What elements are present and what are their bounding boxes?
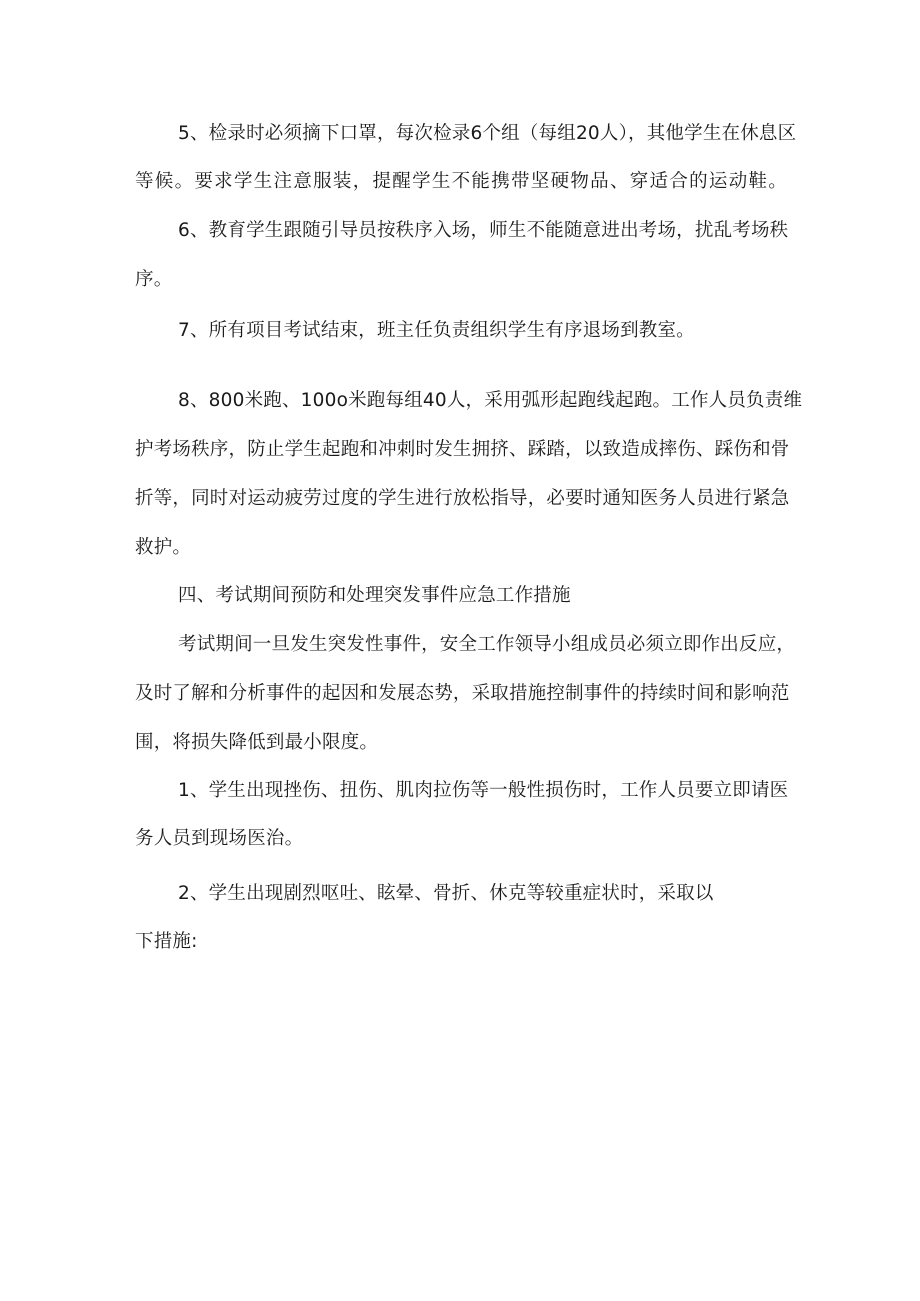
paragraph-5-line-1: 5、检录时必须摘下口罩，每次检录6个组（每组20人），其他学生在休息区	[178, 123, 797, 144]
paragraph-8-line-3: 折等，同时对运动疲劳过度的学生进行放松指导，必要时通知医务人员进行紧急	[135, 488, 790, 509]
emergency-paragraph-line-2: 及时了解和分析事件的起因和发展态势，采取措施控制事件的持续时间和影响范	[135, 683, 790, 704]
item-2-line-1: 2、学生出现剧烈呕吐、眩晕、骨折、休克等较重症状时，采取以	[178, 883, 714, 904]
paragraph-5-line-2: 等候。要求学生注意服装，提醒学生不能携带坚硬物品、穿适合的运动鞋。	[135, 171, 787, 192]
item-1-line-1: 1、学生出现挫伤、扭伤、肌肉拉伤等一般性损伤时，工作人员要立即请医	[178, 780, 789, 801]
section-heading: 四、考试期间预防和处理突发事件应急工作措施	[178, 585, 571, 606]
item-2-line-2: 下措施:	[135, 931, 198, 952]
paragraph-7-line-1: 7、所有项目考试结束，班主任负责组织学生有序退场到教室。	[178, 320, 695, 341]
paragraph-6-line-2: 序。	[135, 269, 173, 290]
paragraph-8-line-2: 护考场秩序，防止学生起跑和冲刺时发生拥挤、踩踏，以致造成摔伤、踩伤和骨	[135, 439, 790, 460]
paragraph-8-line-4: 救护。	[135, 537, 192, 558]
emergency-paragraph-line-1: 考试期间一旦发生突发性事件，安全工作领导小组成员必须立即作出反应，	[178, 634, 796, 655]
paragraph-8-line-1: 8、800米跑、100o米跑每组40人，采用弧形起跑线起跑。工作人员负责维	[178, 390, 803, 411]
paragraph-6-line-1: 6、教育学生跟随引导员按秩序入场，师生不能随意进出考场，扰乱考场秩	[178, 220, 789, 241]
emergency-paragraph-line-3: 围，将损失降低到最小限度。	[135, 732, 379, 753]
item-1-line-2: 务人员到现场医治。	[135, 828, 304, 849]
